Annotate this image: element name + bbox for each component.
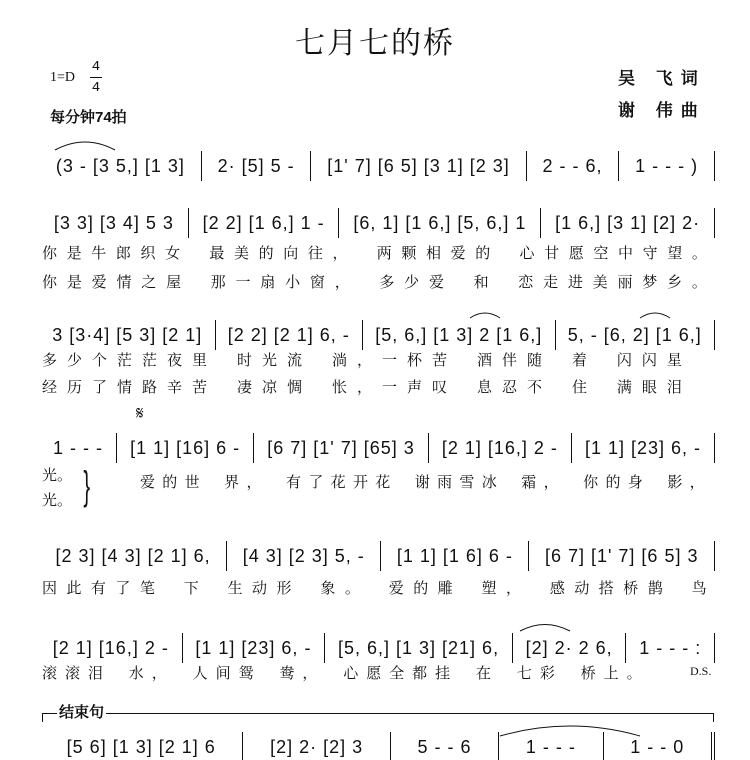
lyric-char: 路: [142, 378, 158, 396]
composer-credit: 谢 伟曲: [618, 101, 706, 120]
lyric-char: 雨: [437, 473, 453, 491]
lyric-char: 一: [381, 351, 397, 369]
lyric-char: ，: [302, 664, 318, 682]
lyric-char: 光: [261, 351, 277, 369]
lyric-gap: [301, 579, 311, 597]
lyric-gap: [111, 664, 121, 682]
lyric-char: 了: [308, 473, 324, 491]
lyric-char: 杯: [406, 351, 422, 369]
measure: [2] 2· [2] 3: [243, 732, 390, 760]
lyric-line: [42, 273, 707, 291]
lyric-gap: [217, 378, 227, 396]
lyric-char: 愿: [568, 244, 584, 262]
lyric-char: 滚: [64, 664, 80, 682]
lyric-char: ，: [246, 473, 262, 491]
slur: [55, 142, 115, 150]
lyric-char: ，: [356, 351, 372, 369]
lyric-line: [42, 664, 642, 682]
lyric-line: [42, 351, 682, 369]
lyric-char: 扇: [260, 273, 276, 291]
lyric-char: 的: [413, 579, 429, 597]
lyric-char: 多: [42, 351, 58, 369]
lyric-gap: [190, 244, 200, 262]
lyric-line: [140, 473, 705, 491]
lyric-char: 丽: [617, 273, 633, 291]
lyric-char: 界: [224, 473, 240, 491]
lyric-char: 心: [343, 664, 359, 682]
brace: }: [83, 464, 91, 508]
lyric-char: 搭: [598, 579, 614, 597]
lyric-char: 水: [128, 664, 144, 682]
lyric-char: 怅: [331, 378, 347, 396]
time-signature: [90, 60, 102, 95]
lyric-char: 惆: [286, 378, 302, 396]
measure: 2· [5] 5 -: [202, 151, 312, 181]
lyric-char: 织: [140, 244, 156, 262]
lyric-char: 伴: [501, 351, 517, 369]
lyric-char: 美: [233, 244, 249, 262]
lyric-char: 一: [381, 378, 397, 396]
lyric-char: 鸟: [691, 579, 707, 597]
lyric-char: 。: [691, 273, 707, 291]
lyric-char: 的: [258, 244, 274, 262]
lyric-char: 情: [117, 378, 133, 396]
lyric-char: 生: [227, 579, 243, 597]
lyric-char: 着: [571, 351, 587, 369]
lyric-gap: [175, 664, 185, 682]
lyric-char: 都: [412, 664, 428, 682]
ending-label: 结束句: [59, 704, 105, 721]
lyric-char: 彩: [539, 664, 555, 682]
lyric-char: 挂: [435, 664, 451, 682]
lyric-char: 相: [425, 244, 441, 262]
lyric-char: 少: [67, 351, 83, 369]
lyric-gap: [369, 579, 379, 597]
song-title: 七月七的桥: [295, 26, 455, 61]
measure: [3 3] [3 4] 5 3: [40, 208, 189, 238]
measure: 1 - - - ): [619, 151, 715, 181]
lyric-char: 望: [667, 244, 683, 262]
lyric-gap: [312, 378, 322, 396]
measure: [6 7] [1' 7] [6 5] 3: [529, 541, 715, 571]
lyric-char: 七: [516, 664, 532, 682]
lyric-gap: [458, 664, 468, 682]
lyric-char: 时: [236, 351, 252, 369]
lyric-char: 苦: [431, 351, 447, 369]
lyric-gap: [398, 473, 408, 491]
measure: [5, 6,] [1 3] 2 [1 6,]: [363, 320, 556, 350]
measure: [1 6,] [3 1] [2] 2·: [541, 208, 715, 238]
lyric-char: 一: [235, 273, 251, 291]
lyric-gap: [191, 273, 201, 291]
lyric-char: 开: [352, 473, 368, 491]
measure: (3 - [3 5,] [1 3]: [40, 151, 202, 181]
lyric-char: 甘: [544, 244, 560, 262]
lyric-char: 你: [42, 244, 58, 262]
lyric-char: 泪: [87, 664, 103, 682]
key-signature: 1=D: [50, 70, 76, 85]
lyric-char: 动: [574, 579, 590, 597]
lyric-gap: [563, 664, 573, 682]
lyric-gap: [500, 244, 510, 262]
staff-line: [40, 208, 715, 238]
lyric-gap: [650, 473, 660, 491]
measure: [5, 6,] [1 3] [21] 6,: [325, 633, 513, 663]
lyric-char: 爱: [450, 244, 466, 262]
lyric-char: 牛: [91, 244, 107, 262]
measure: [6 7] [1' 7] [65] 3: [254, 433, 429, 463]
lyric-char: 住: [571, 378, 587, 396]
measure: [2] 2· 2 6,: [513, 633, 627, 663]
lyric-gap: [164, 579, 174, 597]
lyric-char: 鹊: [647, 579, 663, 597]
lyric-char: 你: [42, 273, 58, 291]
slur: [640, 313, 670, 318]
lyric-char: 酒: [476, 351, 492, 369]
lyric-char: 多: [379, 273, 395, 291]
measure: [2 3] [4 3] [2 1] 6,: [40, 541, 227, 571]
lyric-char: ，: [332, 244, 348, 262]
lyric-char: 颗: [401, 244, 417, 262]
lyric-gap: [672, 579, 682, 597]
measure: [1 1] [23] 6, -: [183, 633, 326, 663]
measure: [2 2] [2 1] 6, -: [216, 320, 363, 350]
lyric-char: ，: [334, 273, 350, 291]
lyric-char: 塑: [481, 579, 497, 597]
lyric-char: 向: [283, 244, 299, 262]
lyric-char: 愿: [366, 664, 382, 682]
staff-line: [40, 320, 715, 350]
measure: 3 [3·4] [5 3] [2 1]: [40, 320, 216, 350]
lyric-char: 爱: [140, 473, 156, 491]
lyric-gap: [357, 244, 367, 262]
lyric-char: 历: [67, 378, 83, 396]
lyric-char: 的: [605, 473, 621, 491]
lyric-line: [42, 244, 707, 262]
lyric-char: 下: [183, 579, 199, 597]
lyric-char: 雪: [459, 473, 475, 491]
lyric-gap: [498, 273, 508, 291]
lyric-char: 闪: [641, 351, 657, 369]
lyric-char: 走: [543, 273, 559, 291]
lyric-char: 花: [330, 473, 346, 491]
lyric-char: 了: [115, 579, 131, 597]
lyric-char: 象: [320, 579, 336, 597]
measure: 1 - - -: [499, 732, 603, 760]
measure: [2 1] [16,] 2 -: [429, 433, 572, 463]
lyric-char: 了: [92, 378, 108, 396]
lyric-gap: [462, 579, 472, 597]
lyric-char: 动: [252, 579, 268, 597]
lyric-gap: [457, 351, 467, 369]
lyric-gap: [269, 473, 279, 491]
lyric-char: 里: [192, 351, 208, 369]
lyric-char: 情: [116, 273, 132, 291]
lyric-gap: [312, 351, 322, 369]
measure: [1 1] [23] 6, -: [572, 433, 715, 463]
measure: [6, 1] [1 6,] [5, 6,] 1: [339, 208, 541, 238]
lyric-char: 中: [617, 244, 633, 262]
lyric-char: 那: [210, 273, 226, 291]
lyric-gap: [262, 664, 272, 682]
lyric-char: 。: [626, 664, 642, 682]
lyric-gap: [530, 579, 540, 597]
lyric-char: 闪: [616, 351, 632, 369]
lyric-char: 影: [667, 473, 683, 491]
measure: [2 2] [1 6,] 1 -: [189, 208, 340, 238]
lyric-line: [42, 579, 707, 597]
measure: 2 - - 6,: [527, 151, 620, 181]
measure: [1 1] [16] 6 -: [117, 433, 254, 463]
measure: 1 - - - :: [626, 633, 715, 663]
lyric-char: 。: [691, 244, 707, 262]
lyric-line: [42, 378, 682, 396]
lyric-gap: [208, 579, 218, 597]
lyric-char: 茫: [142, 351, 158, 369]
time-bottom: 4: [91, 80, 101, 96]
lyric-char: 此: [66, 579, 82, 597]
lyric-char: 茫: [117, 351, 133, 369]
lyric-char: 郎: [115, 244, 131, 262]
lyric-gap: [360, 273, 370, 291]
lyric-gap: [217, 351, 227, 369]
lyric-char: 花: [375, 473, 391, 491]
lyric-char: 梦: [642, 273, 658, 291]
staff-line: [40, 151, 715, 181]
lyric-char: 因: [42, 579, 58, 597]
lyric-char: 忍: [501, 378, 517, 396]
lyric-char: 进: [567, 273, 583, 291]
lyric-char: 你: [583, 473, 599, 491]
lyric-char: 屋: [166, 273, 182, 291]
lyric-char: 凄: [236, 378, 252, 396]
lyric-char: 守: [642, 244, 658, 262]
lyric-char: ，: [543, 473, 559, 491]
lyric-char: 息: [476, 378, 492, 396]
lyric-gap: [499, 664, 509, 682]
lyric-char: 随: [526, 351, 542, 369]
lyric-end-1: 光。: [42, 466, 73, 484]
lyric-char: 身: [627, 473, 643, 491]
time-top: 4: [91, 59, 101, 75]
lyric-char: ，: [689, 473, 705, 491]
lyric-char: 世: [184, 473, 200, 491]
lyric-char: 有: [90, 579, 106, 597]
lyric-char: 最: [209, 244, 225, 262]
lyric-char: 是: [66, 273, 82, 291]
lyric-char: 上: [603, 664, 619, 682]
measure: [4 3] [2 3] 5, -: [227, 541, 381, 571]
lyric-char: 桥: [623, 579, 639, 597]
lyric-char: 凉: [261, 378, 277, 396]
lyric-char: 辛: [167, 378, 183, 396]
lyric-char: 不: [526, 378, 542, 396]
lyric-gap: [457, 378, 467, 396]
lyric-char: ，: [505, 579, 521, 597]
lyric-char: ，: [151, 664, 167, 682]
lyricist-credit: 吴 飞词: [618, 69, 706, 88]
lyric-char: 全: [389, 664, 405, 682]
lyric-char: 满: [616, 378, 632, 396]
lyric-char: 滚: [42, 664, 58, 682]
slur: [520, 625, 570, 632]
lyric-gap: [597, 378, 607, 396]
lyric-char: 眼: [641, 378, 657, 396]
dal-segno: D.S.: [690, 664, 712, 678]
lyric-char: 叹: [431, 378, 447, 396]
lyric-char: 空: [593, 244, 609, 262]
lyric-char: 星: [666, 351, 682, 369]
staff-line: [40, 541, 715, 571]
lyric-char: 人: [192, 664, 208, 682]
tempo-marking: 每分钟74拍: [50, 109, 127, 126]
lyric-char: 心: [519, 244, 535, 262]
lyric-char: 在: [475, 664, 491, 682]
lyric-char: 恋: [518, 273, 534, 291]
measure: [1 1] [1 6] 6 -: [381, 541, 529, 571]
lyric-char: 两: [376, 244, 392, 262]
lyric-gap: [325, 664, 335, 682]
measure: 1 - - 0: [604, 732, 715, 760]
lyric-gap: [566, 473, 576, 491]
lyric-end-2: 光。: [42, 491, 73, 509]
measure: [2 1] [16,] 2 -: [40, 633, 183, 663]
lyric-char: 之: [141, 273, 157, 291]
measure: 5 - - 6: [391, 732, 499, 760]
lyric-char: 。: [344, 579, 360, 597]
lyric-char: 谢: [414, 473, 430, 491]
lyric-char: 感: [549, 579, 565, 597]
lyric-char: 个: [92, 351, 108, 369]
lyric-char: 霜: [521, 473, 537, 491]
lyric-char: 窗: [309, 273, 325, 291]
lyric-char: 流: [286, 351, 302, 369]
staff-line: [40, 433, 715, 463]
lyric-char: ，: [356, 378, 372, 396]
lyric-char: 的: [475, 244, 491, 262]
lyric-char: 鸳: [238, 664, 254, 682]
lyric-char: 少: [404, 273, 420, 291]
lyric-gap: [552, 378, 562, 396]
lyric-char: 泪: [666, 378, 682, 396]
lyric-char: 苦: [192, 378, 208, 396]
staff-line: [40, 633, 715, 663]
lyric-char: 鸯: [279, 664, 295, 682]
lyric-gap: [552, 351, 562, 369]
lyric-char: 笔: [139, 579, 155, 597]
lyric-char: 和: [473, 273, 489, 291]
lyric-gap: [597, 351, 607, 369]
lyric-char: 有: [286, 473, 302, 491]
lyric-char: 雕: [437, 579, 453, 597]
lyric-char: 声: [406, 378, 422, 396]
lyric-char: 乡: [667, 273, 683, 291]
lyric-char: 女: [165, 244, 181, 262]
fraction-bar: [90, 77, 102, 78]
ending-bracket: [42, 704, 714, 722]
slur: [470, 313, 500, 318]
lyric-char: 美: [592, 273, 608, 291]
measure: [1' 7] [6 5] [3 1] [2 3]: [311, 151, 526, 181]
lyric-char: 经: [42, 378, 58, 396]
staff-line: [40, 732, 715, 760]
segno-sign: 𝄋: [136, 403, 144, 424]
lyric-char: 爱: [91, 273, 107, 291]
lyric-char: 间: [215, 664, 231, 682]
lyric-char: 是: [66, 244, 82, 262]
measure: [5 6] [1 3] [2 1] 6: [40, 732, 243, 760]
measure: 5, - [6, 2] [1 6,]: [556, 320, 715, 350]
lyric-gap: [504, 473, 514, 491]
lyric-char: 夜: [167, 351, 183, 369]
lyric-char: 小: [285, 273, 301, 291]
lyric-char: 爱: [428, 273, 444, 291]
measure: 1 - - -: [40, 433, 117, 463]
lyric-char: 冰: [481, 473, 497, 491]
lyric-char: 往: [307, 244, 323, 262]
lyric-char: 桥: [580, 664, 596, 682]
lyric-char: 淌: [331, 351, 347, 369]
lyric-char: 形: [276, 579, 292, 597]
lyric-char: 的: [162, 473, 178, 491]
lyric-gap: [454, 273, 464, 291]
lyric-gap: [207, 473, 217, 491]
lyric-char: 爱: [388, 579, 404, 597]
